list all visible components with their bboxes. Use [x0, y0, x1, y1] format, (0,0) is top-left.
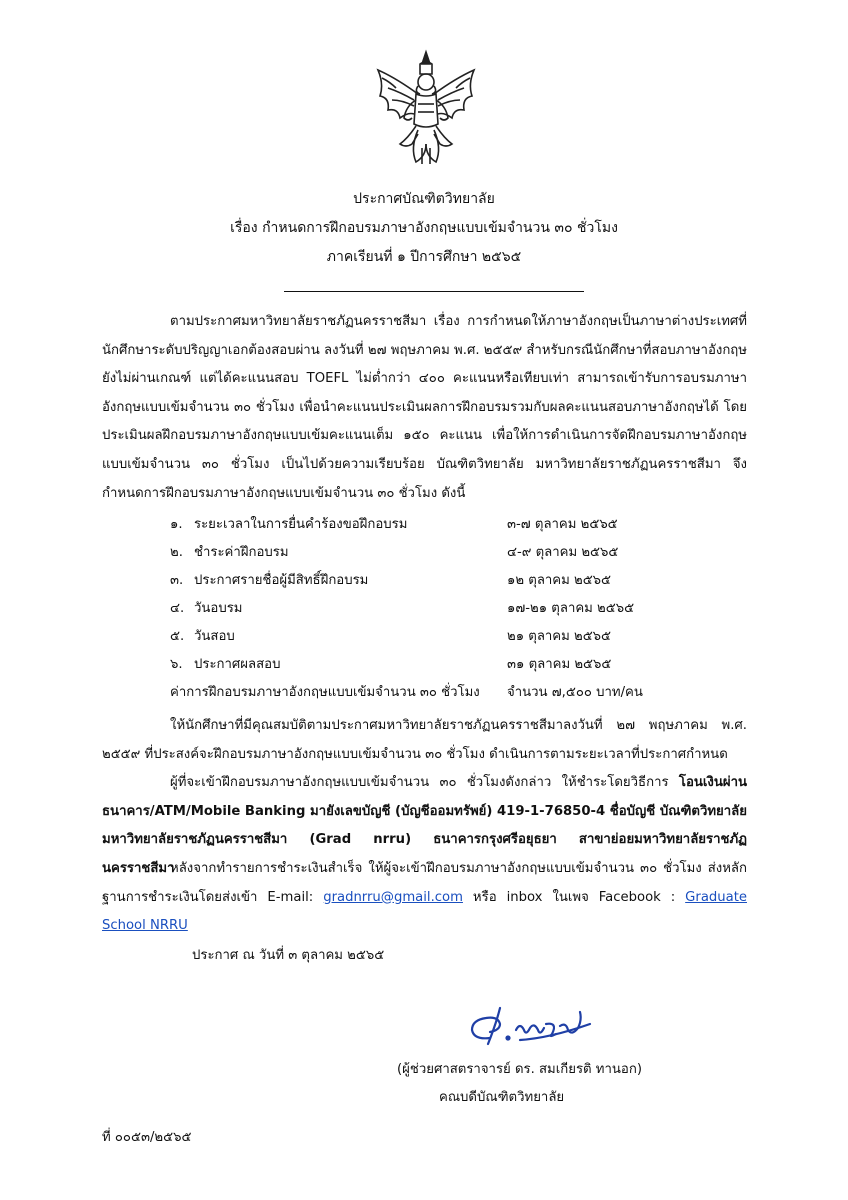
proof-text-middle: หรือ inbox ในเพจ Facebook :	[462, 889, 686, 905]
schedule-task: ประกาศรายชื่อผู้มีสิทธิ์ฝึกอบรม	[194, 573, 369, 588]
schedule-number: ๖.	[170, 657, 183, 672]
announcement-org: ประกาศบัณฑิตวิทยาลัย	[353, 191, 495, 207]
email-link[interactable]: gradnrru@gmail.com	[323, 889, 463, 905]
proof-text: หลังจากทำรายการชำระเงินสำเร็จ ให้ผู้จะเข้าฝึกอบรมภาษาอังกฤษแบบเข้มจำนวน ๓๐ ชั่วโมง ส่งหลักฐานการชำระเงินโดยส่งเข้า E-mail:	[102, 861, 747, 905]
schedule-date: ๑๗-๒๑ ตุลาคม ๒๕๖๕	[507, 601, 635, 616]
handwritten-signature	[460, 1000, 610, 1050]
facebook-link[interactable]: Graduate School NRRU	[102, 889, 747, 934]
schedule-number: ๑.	[170, 517, 183, 532]
schedule-task: วันสอบ	[194, 629, 235, 644]
schedule-item	[170, 567, 730, 595]
schedule-task: ชำระค่าฝึกอบรม	[194, 545, 289, 560]
schedule-item	[170, 651, 730, 679]
schedule-item	[170, 595, 730, 623]
schedule-item	[170, 623, 730, 651]
schedule-date: ๓-๗ ตุลาคม ๒๕๖๕	[507, 517, 618, 532]
schedule-number: ๓.	[170, 573, 184, 588]
title-divider	[284, 291, 584, 292]
fee-row	[170, 679, 730, 707]
schedule-date: ๑๒ ตุลาคม ๒๕๖๕	[507, 573, 612, 588]
announcement-term: ภาคเรียนที่ ๑ ปีการศึกษา ๒๕๖๕	[326, 249, 522, 265]
payment-account-details: โอนเงินผ่านธนาคาร/ATM/Mobile Banking มายังเลขบัญชี (บัญชีออมทรัพย์) 419-1-76850-4 ชื่อบัญชี บัณฑิตวิทยาลัย มหาวิทยาลัยราชภัฏนครราชสีมา (Grad nrru) ธนาคารกรุงศรีอยุธยา สาขาย่อยมหาวิทยาลัยราชภัฏนครราชสีมา	[102, 775, 747, 876]
proof-paragraph	[102, 855, 747, 941]
schedule-item	[170, 539, 730, 567]
schedule-task: วันอบรม	[194, 601, 243, 616]
schedule-date: ๓๑ ตุลาคม ๒๕๖๕	[507, 657, 612, 672]
schedule-date: ๔-๙ ตุลาคม ๒๕๖๕	[507, 545, 619, 560]
schedule-number: ๒.	[170, 545, 183, 560]
schedule-task: ประกาศผลสอบ	[194, 657, 281, 672]
schedule-number: ๔.	[170, 601, 185, 616]
garuda-emblem-icon	[370, 48, 482, 168]
schedule-item	[170, 511, 730, 539]
signatory-position: คณบดีบัณฑิตวิทยาลัย	[439, 1090, 565, 1105]
schedule-number: ๕.	[170, 629, 185, 644]
document-number: ที่ ๐๐๕๓/๒๕๖๕	[102, 1130, 192, 1145]
eligibility-paragraph: ให้นักศึกษาที่มีคุณสมบัติตามประกาศมหาวิทยาลัยราชภัฏนครราชสีมาลงวันที่ ๒๗ พฤษภาคม พ.ศ. ๒๕๕๙ ที่ประสงค์จะฝึกอบรมภาษาอังกฤษแบบเข้มจำนวน ๓๐ ชั่วโมง ดำเนินการตามระยะเวลาที่ประกาศกำหนด	[102, 718, 747, 762]
fee-amount: จำนวน ๗,๕๐๐ บาท/คน	[507, 685, 643, 700]
announcement-subject: เรื่อง กำหนดการฝึกอบรมภาษาอังกฤษแบบเข้มจำนวน ๓๐ ชั่วโมง	[230, 220, 618, 236]
fee-label: ค่าการฝึกอบรมภาษาอังกฤษแบบเข้มจำนวน ๓๐ ชั่วโมง	[170, 685, 480, 700]
signatory-name: (ผู้ช่วยศาสตราจารย์ ดร. สมเกียรติ ทานอก)	[397, 1062, 642, 1077]
schedule-task: ระยะเวลาในการยื่นคำร้องขอฝึกอบรม	[194, 517, 408, 532]
intro-paragraph: ตามประกาศมหาวิทยาลัยราชภัฏนครราชสีมา เรื่อง การกำหนดให้ภาษาอังกฤษเป็นภาษาต่างประเทศที่นักศึกษาระดับปริญญาเอกต้องสอบผ่าน ลงวันที่ ๒๗ พฤษภาคม พ.ศ. ๒๕๕๙ สำหรับกรณีนักศึกษาที่สอบภาษาอังกฤษยังไม่ผ่านเกณฑ์ แต่ได้คะแนนสอบ TOEFL ไม่ต่ำกว่า ๔๐๐ คะแนนหรือเทียบเท่า สามารถเข้ารับการอบรมภาษาอังกฤษแบบเข้มจำนวน ๓๐ ชั่วโมง เพื่อนำคะแนนประเมินผลการฝึกอบรมรวมกับผลคะแนนสอบภาษาอังกฤษได้ โดยประเมินผลฝึกอบรมภาษาอังกฤษแบบเข้มคะแนนเต็ม ๑๕๐ คะแนน เพื่อให้การดำเนินการจัดฝึกอบรมภาษาอังกฤษแบบเข้มจำนวน ๓๐ ชั่วโมง เป็นไปด้วยความเรียบร้อย บัณฑิตวิทยาลัย มหาวิทยาลัยราชภัฏนครราชสีมา จึงกำหนดการฝึกอบรมภาษาอังกฤษแบบเข้มจำนวน ๓๐ ชั่วโมง ดังนี้	[102, 314, 747, 501]
announce-date: ประกาศ ณ วันที่ ๓ ตุลาคม ๒๕๖๕	[192, 948, 385, 963]
payment-text: ผู้ที่จะเข้าฝึกอบรมภาษาอังกฤษแบบเข้มจำนวน ๓๐ ชั่วโมงดังกล่าว ให้ชำระโดยวิธีการ	[170, 775, 679, 790]
schedule-date: ๒๑ ตุลาคม ๒๕๖๕	[507, 629, 612, 644]
